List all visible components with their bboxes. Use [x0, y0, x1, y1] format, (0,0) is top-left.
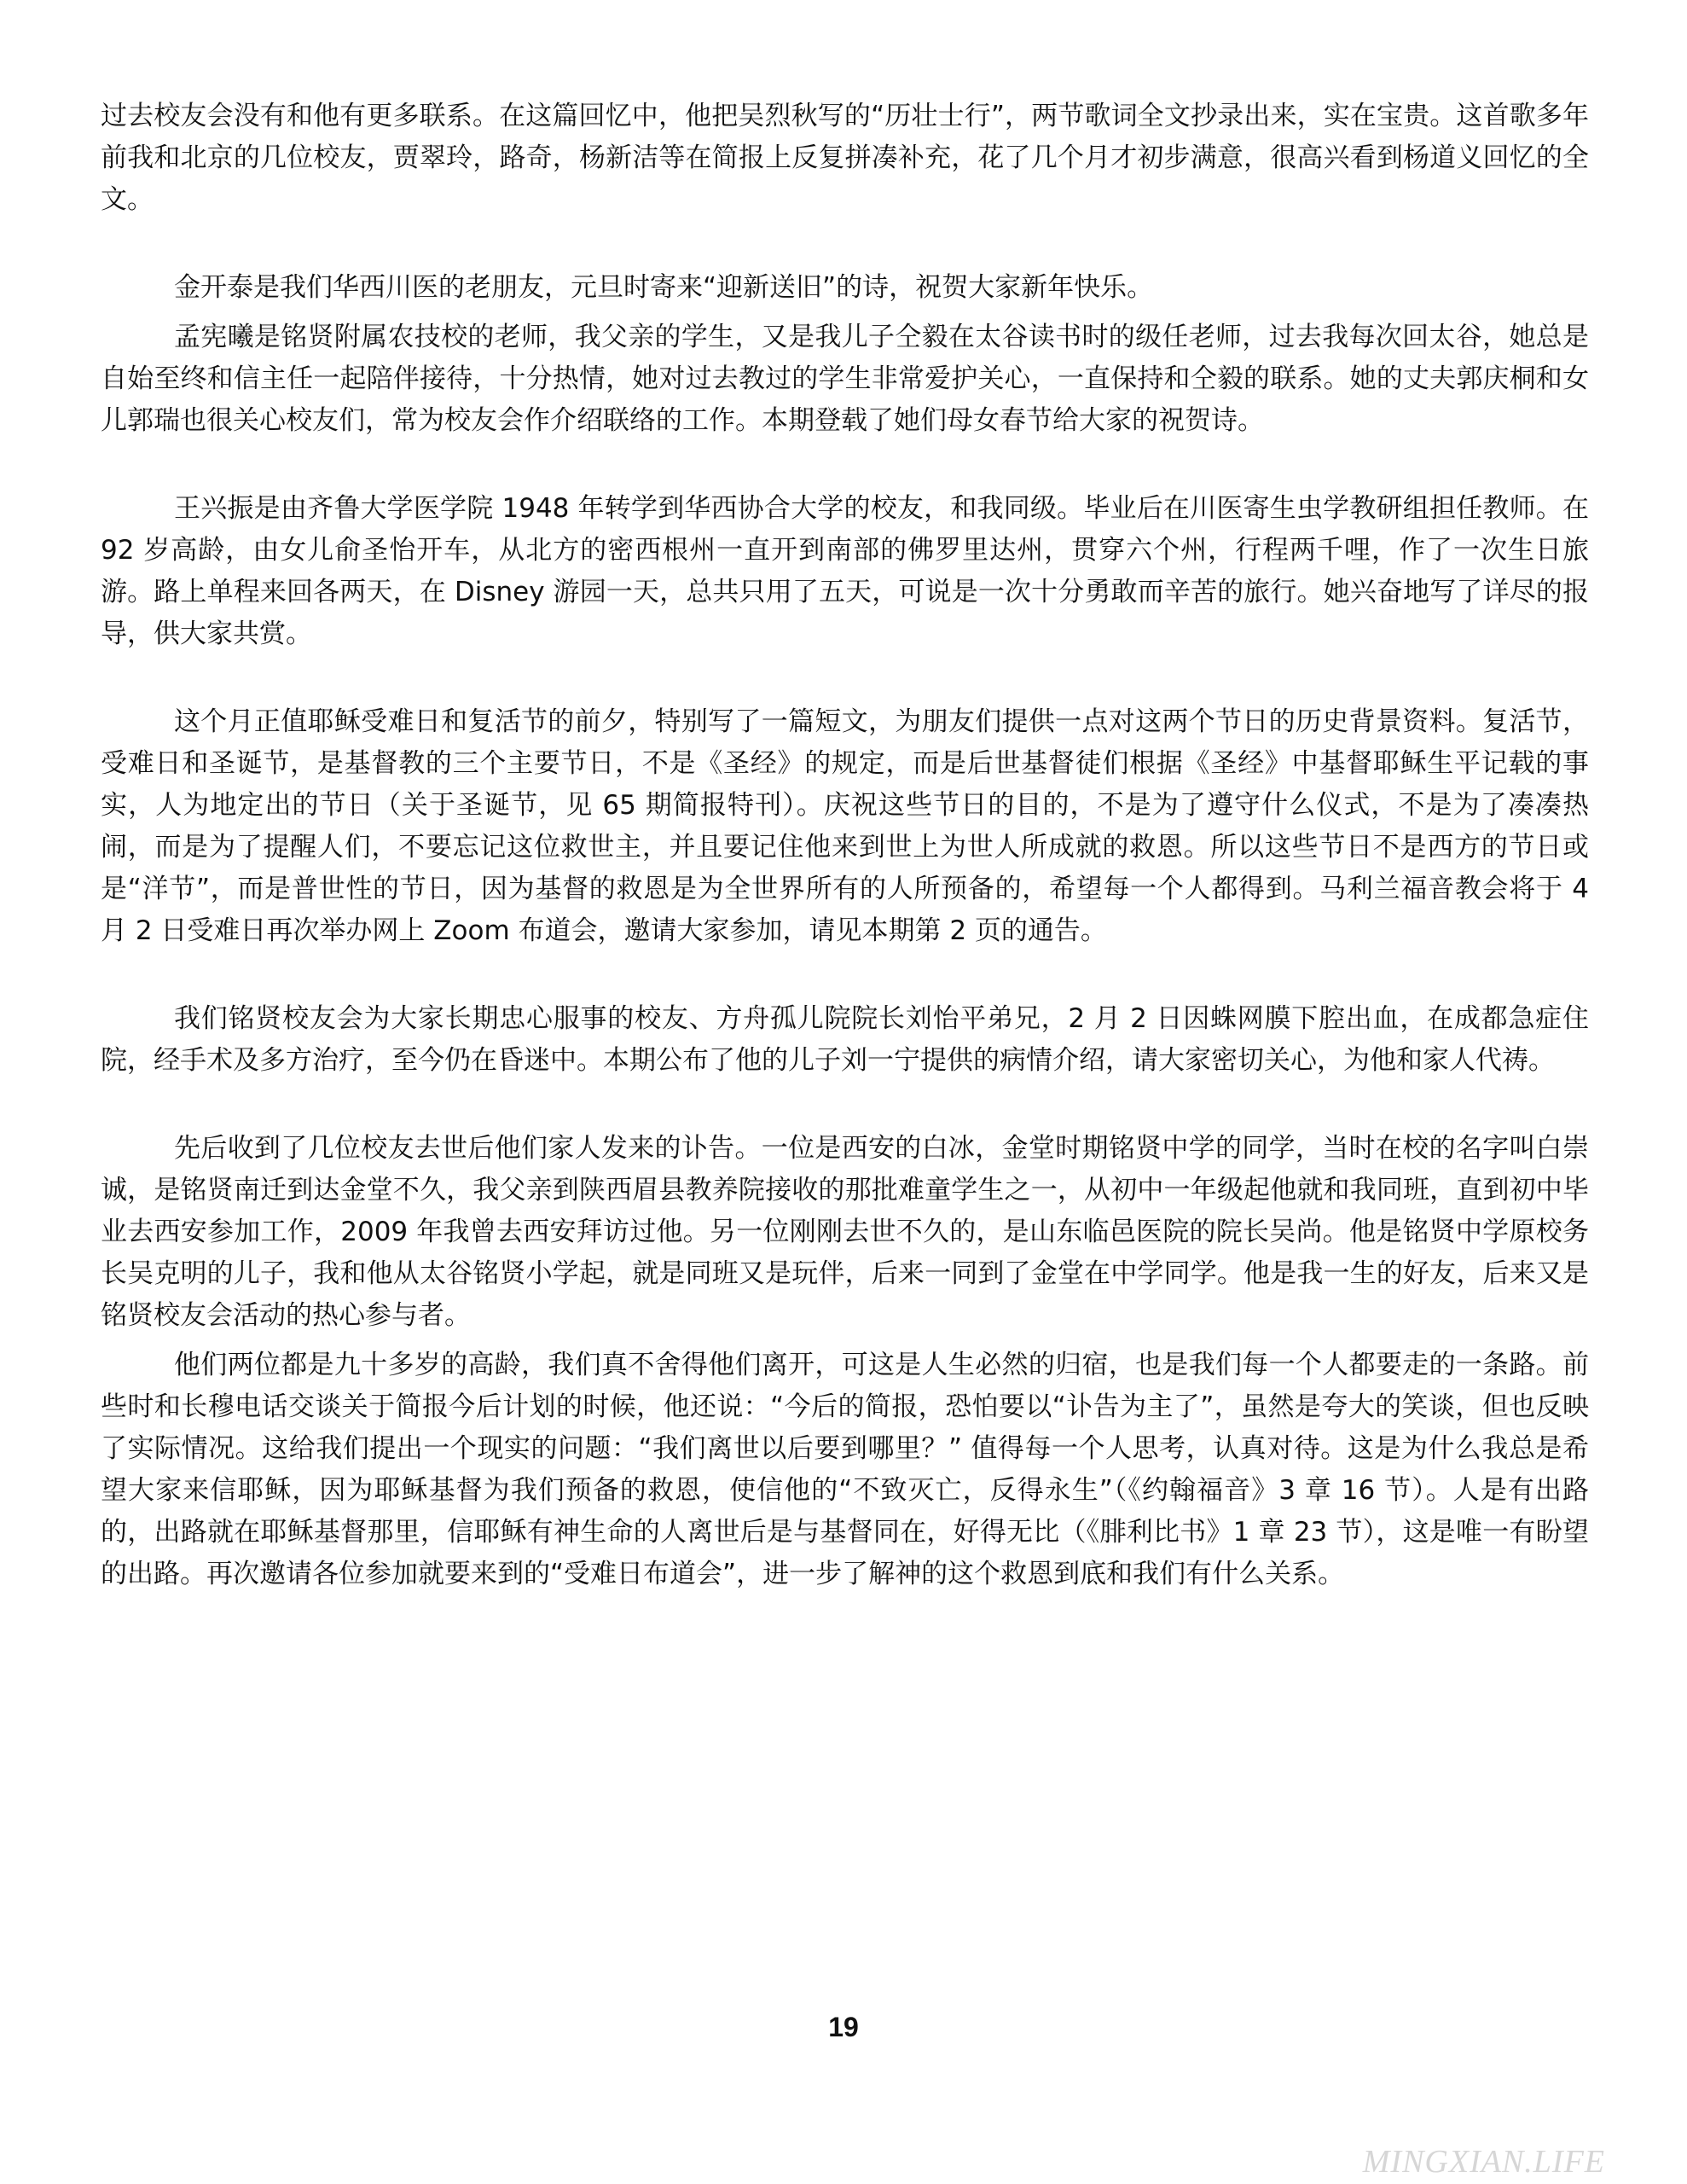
paragraph-5: 这个月正值耶稣受难日和复活节的前夕，特别写了一篇短文，为朋友们提供一点对这两个节日的历史背景资料。复活节，受难日和圣诞节，是基督教的三个主要节日，不是《圣经》的规定，而是后世基督徒们根据《圣经》中基督耶稣生平记载的事实，人为地定出的节日（关于圣诞节，见 65 期简报特刊）。庆祝这些节日的目的，不是为了遵守什么仪式，不是为了凑凑热闹，而是为了提醒人们，不要忘记这位救世主，并且要记住他来到世上为世人所成就的救恩。所以这些节日不是西方的节日或是“洋节”，而是普世性的节日，因为基督的救恩是为全世界所有的人所预备的，希望每一个人都得到。马利兰福音教会将于 4 月 2 日受难日再次举办网上 Zoom 布道会，邀请大家参加，请见本期第 2 页的通告。: [101, 706, 1589, 946]
paragraph-8: 他们两位都是九十多岁的高龄，我们真不舍得他们离开，可这是人生必然的归宿，也是我们每一个人都要走的一条路。前些时和长穆电话交谈关于简报今后计划的时候，他还说：“今后的简报，恐怕要以“讣告为主了”，虽然是夸大的笑谈，但也反映了实际情况。这给我们提出一个现实的问题：“我们离世以后要到哪里？” 值得每一个人思考，认真对待。这是为什么我总是希望大家来信耶稣，因为耶稣基督为我们预备的救恩，使信他的“不致灭亡，反得永生”（《约翰福音》3 章 16 节）。人是有出路的，出路就在耶稣基督那里，信耶稣有神生命的人离世后是与基督同在，好得无比（《腓利比书》1 章 23 节），这是唯一有盼望的出路。再次邀请各位参加就要来到的“受难日布道会”，进一步了解神的这个救恩到底和我们有什么关系。: [101, 1350, 1589, 1589]
article-body: [101, 96, 1589, 1595]
page-number: 19: [828, 2012, 859, 2042]
paragraph-7: 先后收到了几位校友去世后他们家人发来的讣告。一位是西安的白冰，金堂时期铭贤中学的同学，当时在校的名字叫白崇诚，是铭贤南迁到达金堂不久，我父亲到陕西眉县教养院接收的那批难童学生之一，从初中一年级起他就和我同班，直到初中毕业去西安参加工作，2009 年我曾去西安拜访过他。另一位刚刚去世不久的，是山东临邑医院的院长吴尚。他是铭贤中学原校务长吴克明的儿子，我和他从太谷铭贤小学起，就是同班又是玩伴，后来一同到了金堂在中学同学。他是我一生的好友，后来又是铭贤校友会活动的热心参与者。: [101, 1133, 1589, 1331]
paragraph-6: 我们铭贤校友会为大家长期忠心服事的校友、方舟孤儿院院长刘怡平弟兄，2 月 2 日因蛛网膜下腔出血，在成都急症住院，经手术及多方治疗，至今仍在昏迷中。本期公布了他的儿子刘一宁提供的病情介绍，请大家密切关心，为他和家人代祷。: [101, 1003, 1589, 1076]
paragraph-3: 孟宪曦是铭贤附属农技校的老师，我父亲的学生，又是我儿子仝毅在太谷读书时的级任老师，过去我每次回太谷，她总是自始至终和信主任一起陪伴接待，十分热情，她对过去教过的学生非常爱护关心，一直保持和仝毅的联系。她的丈夫郭庆桐和女儿郭瑞也很关心校友们，常为校友会作介绍联络的工作。本期登载了她们母女春节给大家的祝贺诗。: [101, 322, 1589, 436]
paragraph-2: 金开泰是我们华西川医的老朋友，元旦时寄来“迎新送旧”的诗，祝贺大家新年快乐。: [174, 272, 1154, 303]
site-watermark: MINGXIAN.LIFE: [1362, 2144, 1605, 2180]
paragraph-4: 王兴振是由齐鲁大学医学院 1948 年转学到华西协合大学的校友，和我同级。毕业后在川医寄生虫学教研组担任教师。在 92 岁高龄，由女儿俞圣怡开车，从北方的密西根州一直开到南部的佛罗里达州，贯穿六个州，行程两千哩，作了一次生日旅游。路上单程来回各两天，在 Disney 游园一天，总共只用了五天，可说是一次十分勇敢而辛苦的旅行。她兴奋地写了详尽的报导，供大家共赏。: [101, 493, 1589, 649]
paragraph-1: 过去校友会没有和他有更多联系。在这篇回忆中，他把吴烈秋写的“历壮士行”，两节歌词全文抄录出来，实在宝贵。这首歌多年前我和北京的几位校友，贾翠玲，路奇，杨新洁等在简报上反复拼凑补充，花了几个月才初步满意，很高兴看到杨道义回忆的全文。: [101, 101, 1589, 215]
